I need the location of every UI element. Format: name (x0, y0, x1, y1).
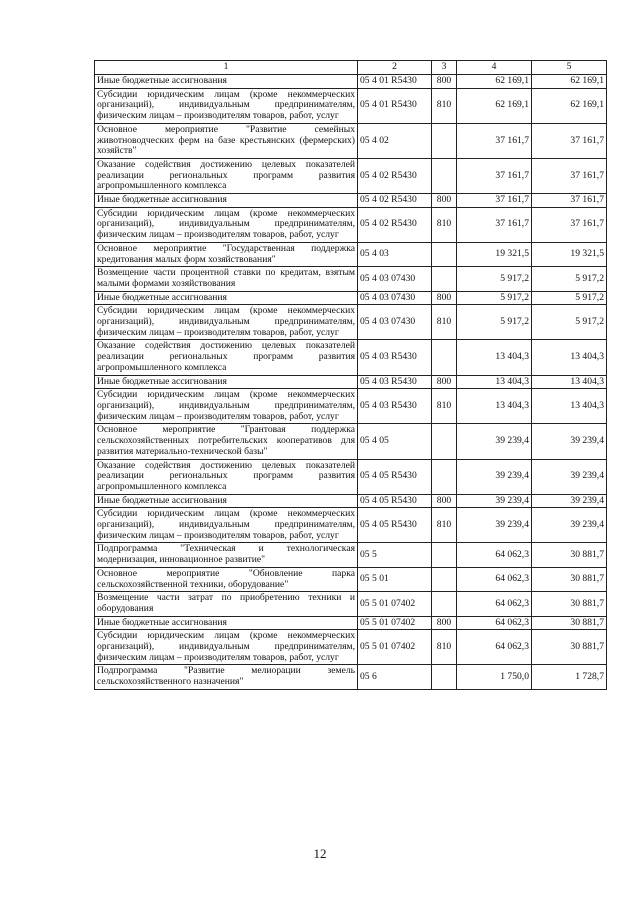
row-value-cell: 39 239,4 (457, 424, 532, 459)
row-value-cell: 5 917,2 (457, 267, 532, 291)
row-value-cell: 39 239,4 (457, 459, 532, 494)
row-name-cell: Иные бюджетные ассигнования (95, 375, 358, 389)
row-value-cell: 5 917,2 (457, 305, 532, 340)
row-value-cell: 62 169,1 (457, 75, 532, 89)
row-name-cell: Иные бюджетные ассигнования (95, 194, 358, 208)
table-row (95, 592, 607, 616)
row-kind-cell: 800 (432, 291, 457, 305)
row-kind-cell (432, 340, 457, 375)
row-value-cell: 5 917,2 (457, 291, 532, 305)
table-row (95, 616, 607, 630)
row-name-cell: Субсидии юридическим лицам (кроме некоммерческих организаций), индивидуальным предпринимателям, физическим лицам – производителям товаров, работ, услуг (95, 508, 358, 543)
row-value-cell: 39 239,4 (457, 494, 532, 508)
table-row (95, 88, 607, 123)
row-value-cell: 13 404,3 (457, 389, 532, 424)
row-value-cell: 64 062,3 (457, 630, 532, 665)
row-kind-cell: 800 (432, 494, 457, 508)
row-kind-cell: 800 (432, 616, 457, 630)
row-code-cell: 05 4 03 07430 (358, 305, 432, 340)
row-value-cell: 37 161,7 (457, 123, 532, 158)
row-kind-cell (432, 459, 457, 494)
row-code-cell: 05 5 01 07402 (358, 616, 432, 630)
row-value-cell: 37 161,7 (457, 207, 532, 242)
table-row (95, 494, 607, 508)
table-row (95, 207, 607, 242)
table-row (95, 665, 607, 689)
header-row (95, 61, 607, 75)
row-value-cell: 19 321,5 (457, 242, 532, 266)
row-name-cell: Оказание содействия достижению целевых показателей реализации региональных программ развития агропромышленного комплекса (95, 459, 358, 494)
column-header: 2 (358, 61, 432, 75)
row-kind-cell (432, 123, 457, 158)
row-name-cell: Возмещение части процентной ставки по кредитам, взятым малыми формами хозяйствования (95, 267, 358, 291)
row-value-cell: 62 169,1 (457, 88, 532, 123)
row-value-cell: 30 881,7 (532, 630, 607, 665)
row-kind-cell: 810 (432, 630, 457, 665)
row-kind-cell (432, 158, 457, 193)
row-code-cell: 05 5 01 07402 (358, 630, 432, 665)
row-value-cell: 30 881,7 (532, 543, 607, 567)
row-code-cell: 05 4 05 (358, 424, 432, 459)
row-kind-cell: 810 (432, 389, 457, 424)
table-row (95, 340, 607, 375)
row-name-cell: Подпрограмма "Развитие мелиорации земель сельскохозяйственного назначения" (95, 665, 358, 689)
row-value-cell: 1 750,0 (457, 665, 532, 689)
row-kind-cell (432, 242, 457, 266)
row-value-cell: 5 917,2 (532, 305, 607, 340)
table-row (95, 630, 607, 665)
row-code-cell: 05 4 05 R5430 (358, 494, 432, 508)
row-value-cell: 37 161,7 (532, 158, 607, 193)
row-value-cell: 30 881,7 (532, 592, 607, 616)
row-value-cell: 13 404,3 (532, 375, 607, 389)
row-name-cell: Иные бюджетные ассигнования (95, 75, 358, 89)
column-header: 3 (432, 61, 457, 75)
row-code-cell: 05 4 02 (358, 123, 432, 158)
row-code-cell: 05 4 02 R5430 (358, 207, 432, 242)
row-value-cell: 64 062,3 (457, 616, 532, 630)
row-kind-cell (432, 665, 457, 689)
table-row (95, 267, 607, 291)
row-value-cell: 37 161,7 (457, 158, 532, 193)
row-name-cell: Оказание содействия достижению целевых показателей реализации региональных программ развития агропромышленного комплекса (95, 340, 358, 375)
row-code-cell: 05 4 03 R5430 (358, 375, 432, 389)
row-value-cell: 1 728,7 (532, 665, 607, 689)
row-name-cell: Субсидии юридическим лицам (кроме некоммерческих организаций), индивидуальным предпринимателям, физическим лицам – производителям товаров, работ, услуг (95, 88, 358, 123)
table-row (95, 75, 607, 89)
row-code-cell: 05 4 03 07430 (358, 291, 432, 305)
row-name-cell: Основное мероприятие "Государственная поддержка кредитования малых форм хозяйствования" (95, 242, 358, 266)
row-kind-cell: 800 (432, 375, 457, 389)
table-row (95, 305, 607, 340)
row-code-cell: 05 4 03 R5430 (358, 389, 432, 424)
row-code-cell: 05 5 01 (358, 567, 432, 591)
row-value-cell: 13 404,3 (457, 340, 532, 375)
row-code-cell: 05 4 03 R5430 (358, 340, 432, 375)
row-kind-cell: 800 (432, 75, 457, 89)
page-number: 12 (313, 846, 327, 861)
row-code-cell: 05 5 01 07402 (358, 592, 432, 616)
row-name-cell: Субсидии юридическим лицам (кроме некоммерческих организаций), индивидуальным предпринимателям, физическим лицам – производителям товаров, работ, услуг (95, 630, 358, 665)
table-row (95, 508, 607, 543)
table-row (95, 123, 607, 158)
row-code-cell: 05 6 (358, 665, 432, 689)
row-value-cell: 37 161,7 (532, 207, 607, 242)
row-name-cell: Возмещение части затрат по приобретению техники и оборудования (95, 592, 358, 616)
table-row (95, 543, 607, 567)
row-name-cell: Субсидии юридическим лицам (кроме некоммерческих организаций), индивидуальным предпринимателям, физическим лицам – производителям товаров, работ, услуг (95, 305, 358, 340)
row-kind-cell (432, 567, 457, 591)
table-row (95, 389, 607, 424)
table-row (95, 459, 607, 494)
row-value-cell: 64 062,3 (457, 567, 532, 591)
column-header: 4 (457, 61, 532, 75)
row-code-cell: 05 4 01 R5430 (358, 75, 432, 89)
row-kind-cell: 800 (432, 194, 457, 208)
row-value-cell: 13 404,3 (532, 340, 607, 375)
row-name-cell: Субсидии юридическим лицам (кроме некоммерческих организаций), индивидуальным предпринимателям, физическим лицам – производителям товаров, работ, услуг (95, 389, 358, 424)
row-kind-cell: 810 (432, 305, 457, 340)
row-kind-cell (432, 267, 457, 291)
row-name-cell: Субсидии юридическим лицам (кроме некоммерческих организаций), индивидуальным предпринимателям, физическим лицам – производителям товаров, работ, услуг (95, 207, 358, 242)
row-value-cell: 37 161,7 (532, 123, 607, 158)
row-value-cell: 62 169,1 (532, 88, 607, 123)
row-kind-cell: 810 (432, 508, 457, 543)
row-code-cell: 05 5 (358, 543, 432, 567)
row-name-cell: Оказание содействия достижению целевых показателей реализации региональных программ развития агропромышленного комплекса (95, 158, 358, 193)
row-value-cell: 64 062,3 (457, 592, 532, 616)
row-value-cell: 5 917,2 (532, 291, 607, 305)
row-code-cell: 05 4 02 R5430 (358, 194, 432, 208)
row-value-cell: 37 161,7 (532, 194, 607, 208)
row-kind-cell (432, 424, 457, 459)
table-row (95, 242, 607, 266)
row-value-cell: 13 404,3 (457, 375, 532, 389)
row-value-cell: 37 161,7 (457, 194, 532, 208)
row-value-cell: 19 321,5 (532, 242, 607, 266)
table-row (95, 567, 607, 591)
column-header: 1 (95, 61, 358, 75)
row-code-cell: 05 4 01 R5430 (358, 88, 432, 123)
row-kind-cell: 810 (432, 207, 457, 242)
row-value-cell: 39 239,4 (457, 508, 532, 543)
row-value-cell: 13 404,3 (532, 389, 607, 424)
row-name-cell: Иные бюджетные ассигнования (95, 616, 358, 630)
row-value-cell: 39 239,4 (532, 459, 607, 494)
row-value-cell: 39 239,4 (532, 494, 607, 508)
row-code-cell: 05 4 05 R5430 (358, 459, 432, 494)
budget-table (94, 60, 607, 690)
column-header: 5 (532, 61, 607, 75)
row-code-cell: 05 4 03 (358, 242, 432, 266)
row-name-cell: Основное мероприятие "Обновление парка сельскохозяйственной техники, оборудование" (95, 567, 358, 591)
row-kind-cell (432, 543, 457, 567)
row-value-cell: 30 881,7 (532, 616, 607, 630)
row-kind-cell (432, 592, 457, 616)
row-name-cell: Основное мероприятие "Грантовая поддержка сельскохозяйственных потребительских кооперативов для развития материально-технической базы" (95, 424, 358, 459)
row-value-cell: 62 169,1 (532, 75, 607, 89)
table-row (95, 375, 607, 389)
row-code-cell: 05 4 02 R5430 (358, 158, 432, 193)
row-value-cell: 30 881,7 (532, 567, 607, 591)
table-row (95, 194, 607, 208)
row-value-cell: 64 062,3 (457, 543, 532, 567)
row-code-cell: 05 4 05 R5430 (358, 508, 432, 543)
row-name-cell: Иные бюджетные ассигнования (95, 291, 358, 305)
row-name-cell: Основное мероприятие "Развитие семейных животноводческих ферм на базе крестьянских (фермерских) хозяйств" (95, 123, 358, 158)
row-value-cell: 5 917,2 (532, 267, 607, 291)
row-name-cell: Иные бюджетные ассигнования (95, 494, 358, 508)
row-kind-cell: 810 (432, 88, 457, 123)
row-name-cell: Подпрограмма "Техническая и технологическая модернизация, инновационное развитие" (95, 543, 358, 567)
table-row (95, 424, 607, 459)
row-value-cell: 39 239,4 (532, 424, 607, 459)
row-value-cell: 39 239,4 (532, 508, 607, 543)
row-code-cell: 05 4 03 07430 (358, 267, 432, 291)
table-row (95, 158, 607, 193)
table-row (95, 291, 607, 305)
